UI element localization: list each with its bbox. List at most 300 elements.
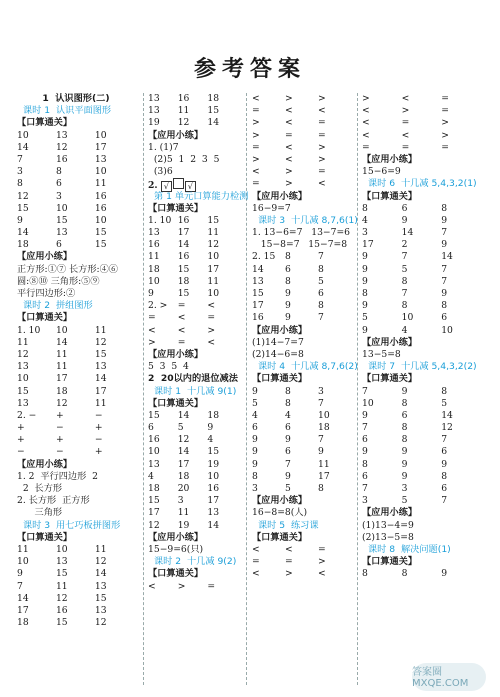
answer-cell: = bbox=[362, 141, 370, 153]
answer-cell: 9 bbox=[401, 470, 408, 482]
subsection-label: 【应用小练】 bbox=[362, 336, 418, 348]
answer-cell: 17 bbox=[207, 263, 220, 275]
answer-row bbox=[252, 446, 352, 458]
answer-cell: > bbox=[177, 580, 186, 592]
answer-row bbox=[252, 130, 352, 142]
answer-cell: 9 bbox=[285, 300, 291, 312]
answer-cell: 11 bbox=[94, 178, 107, 190]
answer-cell: 12 bbox=[17, 348, 29, 360]
answer-cell: 11 bbox=[55, 361, 68, 373]
answer-cell: < bbox=[362, 105, 370, 117]
answer-row bbox=[252, 483, 352, 495]
answer-cell: 15 bbox=[94, 227, 107, 239]
answer-cell: 3 bbox=[177, 495, 184, 507]
answer-row bbox=[148, 459, 238, 471]
answer-cell: 6 bbox=[401, 202, 408, 214]
answer-cell: 15 bbox=[177, 263, 190, 275]
answer-cell: 9 bbox=[285, 312, 291, 324]
answer-cell: 9 bbox=[441, 214, 448, 226]
answer-cell: = bbox=[285, 129, 293, 141]
answer-row bbox=[17, 239, 135, 251]
answer-cell: 14 bbox=[207, 519, 220, 531]
answer-row bbox=[17, 556, 135, 568]
answer-column-4 bbox=[362, 93, 482, 689]
answer-row bbox=[252, 459, 352, 471]
answer-text: 正方形:①⑦ 长方形:④⑥ bbox=[17, 263, 118, 275]
answer-cell: < bbox=[148, 324, 156, 336]
answer-row bbox=[362, 227, 482, 239]
answer-cell: 10 bbox=[318, 409, 330, 421]
answer-cell: 7 bbox=[441, 275, 448, 287]
lesson-heading: 课时 3 用七巧板拼图形 bbox=[23, 519, 121, 531]
answer-row bbox=[252, 312, 352, 324]
answer-cell: 6 bbox=[362, 434, 368, 446]
answer-cell: 12 bbox=[441, 422, 453, 434]
answer-cell: 14 bbox=[441, 409, 453, 421]
answer-row bbox=[362, 483, 482, 495]
subsection-label: 【应用小练】 bbox=[362, 153, 418, 165]
answer-cell: 13 bbox=[55, 556, 68, 568]
answer-row bbox=[17, 191, 135, 203]
answer-cell: − bbox=[55, 446, 64, 458]
subsection-label: 【应用小练】 bbox=[252, 324, 308, 336]
answer-row bbox=[148, 507, 238, 519]
answer-cell: 2. 15 bbox=[252, 251, 276, 263]
subsection-label: 【口算通关】 bbox=[17, 531, 73, 543]
answer-cell: > bbox=[285, 568, 293, 580]
lesson-heading: 课时 1 认识平面图形 bbox=[23, 105, 112, 117]
answer-text: 16−8=8(人) bbox=[252, 507, 308, 519]
answer-cell: 9 bbox=[252, 446, 258, 458]
answer-cell: 16 bbox=[207, 483, 220, 494]
answer-cell: 4 bbox=[362, 214, 368, 226]
answer-cell: 14 bbox=[17, 141, 29, 153]
column-divider bbox=[357, 93, 358, 685]
answer-row bbox=[17, 434, 135, 446]
column-divider bbox=[143, 93, 144, 685]
answer-cell: 6 bbox=[401, 409, 408, 421]
answer-cell: + bbox=[55, 434, 64, 446]
answer-cell: = bbox=[441, 141, 449, 153]
answer-cell: 8 bbox=[285, 275, 291, 287]
answer-cell: 16 bbox=[252, 312, 264, 324]
answer-cell: 15 bbox=[252, 288, 264, 299]
answer-text: 2. 长方形 正方形 bbox=[17, 495, 90, 507]
answer-cell: − bbox=[94, 434, 103, 446]
answer-text: 15−6=9 bbox=[362, 166, 401, 178]
lesson-heading: 课时 2 十几减 9(2) bbox=[154, 556, 237, 568]
answer-cell: 9 bbox=[285, 288, 291, 299]
lesson-heading: 课时 4 十几减 8,7,6(2) bbox=[258, 361, 358, 373]
answer-cell: < bbox=[177, 324, 186, 336]
answer-row bbox=[362, 386, 482, 398]
answer-cell: 15 bbox=[148, 495, 160, 507]
answer-cell: 17 bbox=[17, 604, 29, 616]
lesson-heading: 课时 7 十几减 5,4,3,2(2) bbox=[368, 361, 477, 373]
lesson-heading: 课时 8 解决问题(1) bbox=[368, 543, 451, 555]
answer-cell: 18 bbox=[17, 239, 29, 251]
answer-cell: 18 bbox=[177, 275, 190, 287]
answer-text: 2 长方形 bbox=[17, 483, 63, 494]
answer-cell: 15 bbox=[55, 617, 68, 629]
answer-cell: 7 bbox=[401, 251, 408, 263]
answer-cell: < bbox=[285, 543, 293, 555]
answer-cell: 16 bbox=[177, 93, 190, 104]
answer-cell: 9 bbox=[441, 568, 448, 580]
answer-cell: 9 bbox=[362, 446, 368, 458]
answer-cell: 8 bbox=[441, 385, 448, 397]
answer-text: (3)6 bbox=[148, 166, 173, 178]
answer-cell: 14 bbox=[441, 251, 453, 263]
answer-row bbox=[148, 446, 238, 458]
answer-row bbox=[252, 288, 352, 300]
answer-row bbox=[148, 215, 238, 227]
answer-cell: = bbox=[252, 556, 260, 568]
answer-cell: 9 bbox=[252, 458, 258, 470]
answer-cell: 11 bbox=[177, 105, 190, 117]
answer-cell: = bbox=[252, 141, 260, 153]
answer-cell: 1. 10 bbox=[17, 324, 41, 336]
answer-cell: 8 bbox=[285, 397, 291, 409]
answer-cell: 15 bbox=[17, 202, 29, 214]
answer-cell: 20 bbox=[177, 483, 190, 494]
answer-cell: < bbox=[252, 93, 260, 104]
answer-cell: > bbox=[401, 105, 410, 117]
answer-row bbox=[148, 520, 238, 532]
answer-cell: 12 bbox=[148, 519, 160, 531]
answer-cell: 13 bbox=[94, 604, 107, 616]
answer-row bbox=[148, 312, 238, 324]
answer-cell: 7 bbox=[362, 422, 368, 434]
subsection-label: 【口算通关】 bbox=[362, 190, 418, 202]
answer-cell: 9 bbox=[362, 300, 368, 312]
answer-cell: 8 bbox=[318, 263, 324, 275]
answer-cell: < bbox=[252, 568, 260, 580]
answer-cell: < bbox=[285, 141, 293, 153]
answer-cell: < bbox=[318, 178, 326, 190]
answer-cell: 15 bbox=[207, 105, 220, 117]
answer-cell: 7 bbox=[318, 251, 324, 263]
answer-cell: 10 bbox=[55, 324, 68, 336]
lesson-heading: 第 1 单元口算能力检测 bbox=[154, 190, 249, 202]
answer-cell: 15 bbox=[207, 214, 220, 226]
answer-row bbox=[362, 459, 482, 471]
answer-cell: 19 bbox=[207, 458, 220, 470]
answer-row bbox=[17, 386, 135, 398]
answer-row bbox=[362, 312, 482, 324]
answer-row bbox=[252, 154, 352, 166]
answer-row bbox=[252, 105, 352, 117]
answer-cell: < bbox=[285, 153, 293, 165]
answer-cell: 8 bbox=[401, 275, 408, 287]
answer-row bbox=[362, 215, 482, 227]
answer-row bbox=[362, 105, 482, 117]
answer-row bbox=[148, 239, 238, 251]
answer-cell: 9 bbox=[252, 385, 258, 397]
answer-cell: 6 bbox=[285, 263, 291, 275]
answer-cell: = bbox=[441, 105, 449, 117]
answer-cell: 11 bbox=[94, 324, 107, 336]
answer-cell: 13 bbox=[55, 129, 68, 141]
answer-cell: 13 bbox=[94, 361, 107, 373]
answer-cell: 5 bbox=[285, 483, 291, 494]
answer-cell: 18 bbox=[148, 263, 160, 275]
answer-cell: 7 bbox=[318, 434, 324, 446]
answer-text: (1)13−4=9 bbox=[362, 519, 414, 531]
answer-cell: 7 bbox=[318, 312, 324, 324]
subsection-label: 【口算通关】 bbox=[148, 202, 204, 214]
answer-row bbox=[252, 398, 352, 410]
answer-cell: 16 bbox=[148, 434, 160, 446]
answer-row bbox=[17, 178, 135, 190]
answer-row bbox=[252, 300, 352, 312]
answer-cell: 10 bbox=[94, 129, 107, 141]
answer-cell: > bbox=[252, 153, 260, 165]
subsection-label: 【口算通关】 bbox=[252, 373, 308, 385]
answer-row bbox=[362, 495, 482, 507]
answer-cell: > bbox=[207, 324, 216, 336]
answer-cell: 16 bbox=[177, 214, 190, 226]
answer-cell: 8 bbox=[362, 288, 368, 299]
answer-cell: 13 bbox=[17, 361, 29, 373]
answer-cell: 10 bbox=[94, 166, 107, 178]
answer-cell: 9 bbox=[285, 470, 291, 482]
answer-cell: 12 bbox=[55, 592, 68, 604]
answer-cell: 16 bbox=[177, 251, 190, 263]
answer-cell: 11 bbox=[17, 336, 29, 348]
answer-row bbox=[148, 276, 238, 288]
answer-cell: = bbox=[207, 580, 216, 592]
answer-cell: 6 bbox=[285, 446, 291, 458]
answer-cell: 14 bbox=[401, 227, 414, 239]
answer-row bbox=[17, 166, 135, 178]
answer-row bbox=[362, 203, 482, 215]
answer-cell: 7 bbox=[441, 495, 448, 507]
answer-cell: 17 bbox=[177, 227, 190, 239]
answer-cell: 3 bbox=[362, 495, 368, 507]
answer-cell: 5 bbox=[252, 397, 258, 409]
answer-cell: > bbox=[148, 336, 156, 348]
answer-row bbox=[252, 434, 352, 446]
answer-cell: > bbox=[362, 93, 370, 104]
answer-cell: 13 bbox=[148, 227, 160, 239]
answer-cell: < bbox=[177, 312, 186, 324]
answer-cell: = bbox=[148, 312, 156, 324]
answer-cell: 17 bbox=[94, 141, 107, 153]
answer-cell: 7 bbox=[401, 288, 408, 299]
answer-row bbox=[252, 142, 352, 154]
answer-cell: = bbox=[207, 312, 216, 324]
answer-cell: > bbox=[252, 117, 260, 129]
subsection-label: 【应用小练】 bbox=[362, 507, 418, 519]
answer-row bbox=[17, 617, 135, 629]
answer-cell: 2 bbox=[401, 239, 408, 251]
answer-cell: 13 bbox=[148, 458, 160, 470]
column-divider bbox=[246, 93, 247, 685]
answer-cell: 3 bbox=[17, 166, 23, 178]
answer-cell: 15 bbox=[55, 214, 68, 226]
answer-row bbox=[252, 178, 352, 190]
answer-row bbox=[362, 239, 482, 251]
answer-cell: 12 bbox=[207, 239, 220, 251]
answer-cell: 18 bbox=[207, 409, 220, 421]
answer-cell: 15 bbox=[148, 409, 160, 421]
answer-row bbox=[17, 361, 135, 373]
answer-cell: 3 bbox=[252, 483, 258, 494]
answer-cell: 7 bbox=[441, 227, 448, 239]
answer-cell: 8 bbox=[401, 434, 408, 446]
answer-text: 15−9=6(只) bbox=[148, 543, 204, 555]
answer-cell: 7 bbox=[441, 263, 448, 275]
answer-row bbox=[148, 93, 238, 105]
answer-row bbox=[362, 300, 482, 312]
answer-cell: 7 bbox=[17, 153, 23, 165]
answer-cell: < bbox=[207, 336, 216, 348]
answer-cell: 4 bbox=[401, 324, 408, 336]
answer-row bbox=[17, 349, 135, 361]
answer-cell: = bbox=[318, 129, 326, 141]
answer-row bbox=[148, 581, 238, 593]
answer-row bbox=[17, 215, 135, 227]
answer-cell: 15 bbox=[94, 592, 107, 604]
answer-cell: 5 bbox=[401, 495, 408, 507]
answer-cell: 17 bbox=[148, 507, 160, 519]
subsection-label: 【口算通关】 bbox=[252, 531, 308, 543]
answer-cell: 18 bbox=[148, 483, 160, 494]
answer-cell: 11 bbox=[207, 227, 220, 239]
answer-cell: 10 bbox=[94, 214, 107, 226]
answer-cell: < bbox=[285, 105, 293, 117]
answer-cell: 8 bbox=[401, 397, 408, 409]
answer-cell: > bbox=[285, 166, 293, 178]
answer-cell: 14 bbox=[177, 446, 190, 458]
answer-cell: 8 bbox=[252, 470, 258, 482]
answer-cell: 10 bbox=[55, 202, 68, 214]
answer-row bbox=[252, 568, 352, 580]
answer-row bbox=[362, 251, 482, 263]
answer-cell: > bbox=[318, 141, 326, 153]
answer-cell: 17 bbox=[177, 458, 190, 470]
answer-row bbox=[17, 422, 135, 434]
answer-cell: 18 bbox=[55, 385, 68, 397]
answer-cell: 14 bbox=[177, 409, 190, 421]
answer-column-1 bbox=[17, 93, 135, 689]
answer-text: 平行四边形:② bbox=[17, 288, 76, 299]
subsection-label: 【应用小练】 bbox=[17, 458, 73, 470]
answer-cell: 19 bbox=[148, 117, 160, 129]
answer-row bbox=[148, 325, 238, 337]
answer-cell: 10 bbox=[17, 129, 29, 141]
answer-row bbox=[362, 264, 482, 276]
answer-cell: 9 bbox=[285, 434, 291, 446]
answer-cell: 8 bbox=[362, 202, 368, 214]
answer-cell: − bbox=[94, 409, 103, 421]
answer-row bbox=[17, 130, 135, 142]
answer-cell: 12 bbox=[177, 434, 190, 446]
answer-cell: 14 bbox=[17, 592, 29, 604]
answer-cell: 6 bbox=[252, 422, 258, 434]
answer-cell: + bbox=[55, 409, 64, 421]
answer-row bbox=[148, 495, 238, 507]
answer-cell: 14 bbox=[94, 373, 107, 385]
lesson-heading: 课时 5 练习课 bbox=[258, 519, 319, 531]
answer-cell: 3 bbox=[55, 190, 62, 202]
answer-cell: < bbox=[362, 129, 370, 141]
answer-row bbox=[252, 251, 352, 263]
answer-row bbox=[362, 325, 482, 337]
answer-cell: 9 bbox=[401, 458, 408, 470]
answer-cell: 15 bbox=[94, 239, 107, 251]
answer-row bbox=[252, 264, 352, 276]
answer-cell: = bbox=[252, 178, 260, 190]
answer-cell: 9 bbox=[401, 214, 408, 226]
answer-cell: 8 bbox=[285, 251, 291, 263]
answer-cell: > bbox=[441, 117, 449, 129]
answer-cell: 9 bbox=[148, 288, 154, 299]
answer-cell: 1. 10 bbox=[148, 214, 172, 226]
answer-cell: 12 bbox=[55, 141, 68, 153]
answer-cell: = bbox=[318, 117, 326, 129]
answer-cell: 10 bbox=[401, 312, 414, 324]
watermark-text: 答案圈 MXQE.COM bbox=[412, 667, 469, 689]
answer-cell: 6 bbox=[318, 288, 324, 299]
answer-column-3 bbox=[252, 93, 358, 689]
answer-cell: 13 bbox=[207, 507, 220, 519]
answer-cell: + bbox=[17, 422, 25, 434]
answer-cell: 4 bbox=[148, 470, 154, 482]
answer-row bbox=[252, 166, 352, 178]
answer-row bbox=[17, 410, 135, 422]
answer-cell: 8 bbox=[318, 300, 324, 312]
answer-cell: = bbox=[177, 336, 186, 348]
answer-row bbox=[17, 373, 135, 385]
answer-cell: < bbox=[252, 166, 260, 178]
answer-cell: 4 bbox=[285, 409, 291, 421]
answer-cell: 18 bbox=[177, 470, 190, 482]
answer-row bbox=[148, 483, 238, 495]
answer-cell: 16 bbox=[148, 239, 160, 251]
answer-text: 5 3 5 4 bbox=[148, 361, 189, 373]
answer-cell: 14 bbox=[177, 239, 190, 251]
answer-row bbox=[362, 398, 482, 410]
answer-cell: < bbox=[401, 129, 410, 141]
answer-cell: < bbox=[318, 105, 326, 117]
answer-cell: 9 bbox=[362, 275, 368, 287]
answer-cell: = bbox=[401, 117, 410, 129]
question-number: 2. bbox=[148, 180, 161, 192]
answer-row bbox=[362, 276, 482, 288]
answer-cell: = bbox=[252, 105, 260, 117]
answer-cell: 6 bbox=[285, 422, 291, 434]
answer-cell: 9 bbox=[362, 409, 368, 421]
answer-cell: 9 bbox=[318, 446, 324, 458]
answer-cell: 13 bbox=[148, 105, 160, 117]
answer-cell: 9 bbox=[17, 568, 23, 580]
subsection-label: 【应用小练】 bbox=[148, 129, 204, 141]
answer-row bbox=[17, 446, 135, 458]
answer-row bbox=[362, 288, 482, 300]
answer-cell: = bbox=[441, 93, 449, 104]
lesson-heading: 课时 2 拼组图形 bbox=[23, 300, 93, 312]
answer-row bbox=[252, 422, 352, 434]
subsection-label: 【口算通关】 bbox=[362, 556, 418, 568]
answer-row bbox=[148, 300, 238, 312]
answer-cell: 11 bbox=[94, 543, 107, 555]
answer-cell: 12 bbox=[177, 117, 190, 129]
answer-row bbox=[148, 251, 238, 263]
answer-text: 1. 2 平行四边形 2 bbox=[17, 470, 98, 482]
answer-cell: > bbox=[318, 556, 326, 568]
